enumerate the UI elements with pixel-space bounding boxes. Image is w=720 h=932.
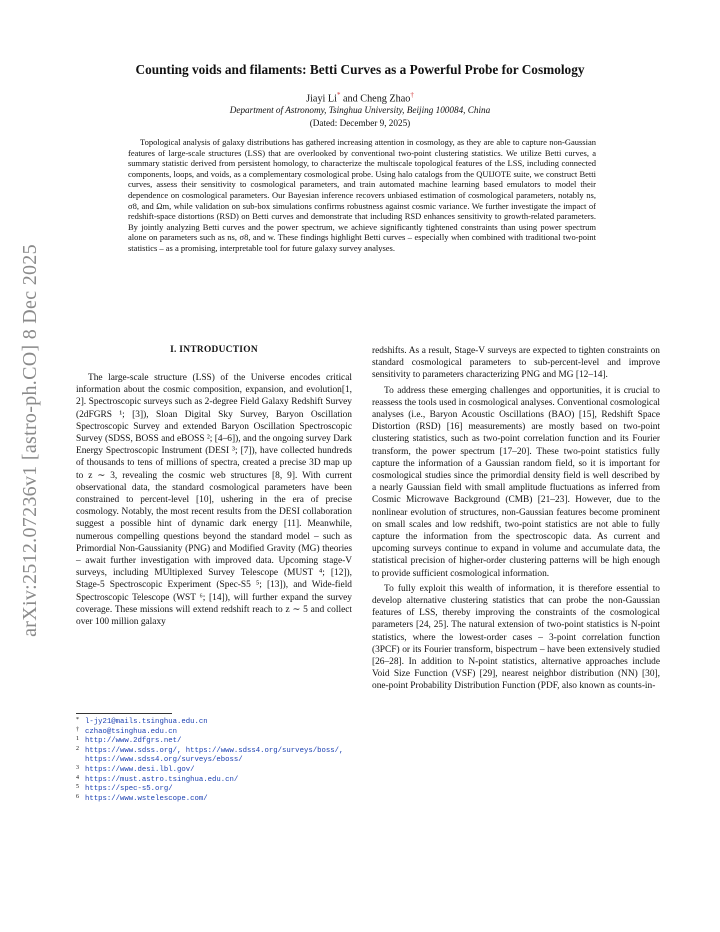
footnote-text[interactable]: https://www.wstelescope.com/ (85, 794, 208, 803)
footnote-link[interactable] (76, 766, 356, 776)
author-footnote-mark[interactable]: * (336, 91, 341, 99)
author-name: Cheng Zhao (360, 93, 411, 105)
footnote-link[interactable] (76, 776, 356, 786)
left-column (76, 372, 352, 628)
abstract: Topological analysis of galaxy distributions has gathered increasing attention in cosmology, as they are able to capture non-Gaussian features of large-scale structures (LSS) that are overlooked by conventional two-point clustering statistics. We utilize Betti curves, a summary statistic derived from persistent homology, to characterize the multiscale topological features of the LSS, including connected components, loops, and voids, as a complementary cosmological probe. Using halo catalogs from the QUIJOTE suite, we construct Betti curves, assess their sensitivity to cosmological parameters, and train automated machine learning based emulators to model their dependence on cosmological parameters. Our Bayesian inference recovers unbiased estimation of cosmological parameters, notably ns, σ8, and Ωm, while validation on sub-box simulations confirms robustness against cosmic variance. We further investigate the impact of redshift-space distortions (RSD) on Betti curves and demonstrate that including RSD enhances sensitivity to growth-related parameters. By jointly analyzing Betti curves and the power spectrum, we achieve significantly tightened constraints than using power spectrum alone on parameters such as ns, σ8, and w. These findings highlight Betti curves – especially when combined with traditional two-point statistics – as a promising, interpretable tool for future galaxy survey analyses. (128, 137, 596, 253)
body-paragraph: To address these emerging challenges and opportunities, it is crucial to reassess the tools used in cosmological analyses. Conventional cosmological analyses (i.e., Baryon Acoustic Oscillations (BAO) [15], Redshift Space Distortion (RSD) [16] measurements) are mostly based on two-point clustering statistics, such as two-point correlation function and its Fourier transform, the power spectrum [17–20]. These two-point statistics fully capture the information of a Gaussian random field, so it is important for cosmological studies since the primordial density field is well described by a nearly Gaussian field with small amplitude fluctuations as inferred from Cosmic Microwave Background (CMB) [21–23]. However, due to the nonlinear evolution of structures, non-Gaussian features become prominent on small scales and low redshift, two-point statistics are not able to fully capture the information from the spectroscopic data. As current and upcoming surveys continue to expand in volume and accumulate data, the statistical precision of higher-order clustering patterns will be high enough to provide sufficient cosmological information. (372, 385, 660, 579)
footnote-text[interactable]: https://www.sdss.org/, https://www.sdss4.org/surveys/boss/, https://www.sdss4.org/surveys/eboss/ (85, 746, 344, 765)
body-paragraph: To fully exploit this wealth of information, it is therefore essential to develop alternative clustering statistics that can probe the non-Gaussian features of LSS, thereby improving the constraints of the cosmological parameters [24, 25]. The natural extension of two-point statistics is N-point statistics, where the lowest-order cases – 3-point correlation function (3PCF) or its Fourier transform, bispectrum – have been extensively studied [26–28]. In addition to N-point statistics, alternative approaches include Void Size Function (VSF) [29], nearest neighbor distribution (NN) [30], one-point Probability Distribution Function (PDF, also known as counts-in- (372, 583, 660, 692)
footnote-mark: 4 (76, 774, 79, 781)
footnote-mark: * (76, 717, 79, 723)
footnote-text[interactable]: http://www.2dfgrs.net/ (85, 737, 182, 746)
footnote-text[interactable]: https://must.astro.tsinghua.edu.cn/ (85, 775, 239, 784)
footnote-mark: 6 (76, 793, 79, 800)
footnote-email[interactable] (76, 728, 356, 738)
footnote-mark: 5 (76, 784, 79, 791)
footnote-mark: 3 (76, 764, 79, 771)
body-paragraph: The large-scale structure (LSS) of the Universe encodes critical information about the cosmic composition, expansion, and evolution[1, 2]. Spectroscopic surveys such as 2-degree Field Galaxy Redshift Survey (2dFGRS ¹; [3]), Sloan Digital Sky Survey, Baryon Oscillation Spectroscopic Survey and extended Baryon Oscillation Spectroscopic Survey (SDSS, BOSS and eBOSS ²; [4–6]), and the ongoing survey Dark Energy Spectroscopic Instrument (DESI ³; [7]), have collected hundreds of thousands to tens of millions of spectra, created a precise 3D map up to z ∼ 3, revealing the cosmic web structures [8, 9]. With current observational data, the standard cosmological parameters have been constrained to percent-level [10], ushering in the era of precise cosmology. Notably, the most recent results from the DESI collaboration suggest a possible hint of dynamic dark energy [11]. Meanwhile, numerous compelling questions beyond the standard model – such as Primordial Non-Gaussianity (PNG) and Modified Gravity (MG) theories – await further investigation with improved data. Upcoming stage-V surveys, including MUltiplexed Survey Telescope (MUST ⁴; [12]), Stage-5 Spectroscopic Experiment (Spec-S5 ⁵; [13]), and Wide-field Spectroscopic Telescope (WST ⁶; [14]), will further expand the survey coverage. These missions will extend redshift reach to z ∼ 5 and collect over 100 million galaxy (76, 373, 352, 628)
date-line: (Dated: December 9, 2025) (309, 118, 411, 128)
author-conjunction: and (340, 93, 361, 105)
footnote-text[interactable]: czhao@tsinghua.edu.cn (85, 727, 177, 736)
footnote-mark: 1 (76, 736, 79, 743)
footnote-text[interactable]: https://www.desi.lbl.gov/ (85, 765, 195, 774)
footnote-mark: † (76, 726, 79, 733)
footnote-link[interactable] (76, 737, 356, 747)
author-footnote-mark[interactable]: † (410, 91, 414, 99)
footnote-link[interactable] (76, 795, 356, 805)
footnote-text[interactable]: https://spec-s5.org/ (85, 785, 173, 794)
arxiv-identifier-stamp (10, 230, 50, 650)
author-line (60, 91, 660, 104)
section-heading: I. INTRODUCTION (170, 345, 258, 355)
footnote-email[interactable] (76, 718, 356, 728)
footnotes (76, 718, 356, 804)
right-column (372, 345, 660, 693)
author-name: Jiayi Li (306, 93, 337, 105)
footnote-divider (76, 713, 172, 714)
footnote-mark: 2 (76, 745, 79, 752)
arxiv-identifier-text: arXiv:2512.07236v1 [astro-ph.CO] 8 Dec 2025 (18, 243, 41, 637)
paper-title: Counting voids and filaments: Betti Curves as a Powerful Probe for Cosmology (135, 62, 585, 77)
footnote-link[interactable] (76, 785, 356, 795)
footnote-link[interactable] (76, 747, 356, 766)
footnote-text[interactable]: l-jy21@mails.tsinghua.edu.cn (85, 718, 208, 726)
affiliation: Department of Astronomy, Tsinghua University, Beijing 100084, China (229, 105, 491, 115)
body-paragraph: redshifts. As a result, Stage-V surveys are expected to tighten constraints on standard cosmological parameters to sub-percent-level and improve sensitivity to parameters characterizing PNG and MG [12–14]. (372, 346, 660, 381)
